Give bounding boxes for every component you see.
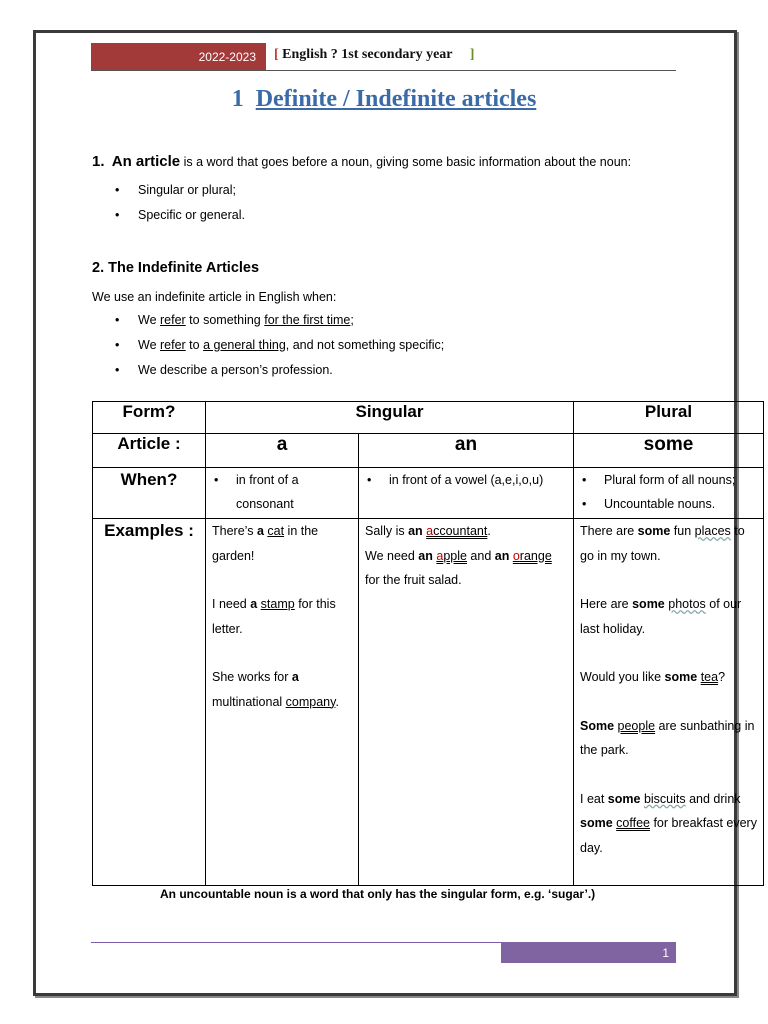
article-an: an — [359, 434, 574, 468]
article-some: some — [574, 434, 764, 468]
page-number: 1 — [501, 942, 676, 963]
article-label: Article : — [93, 434, 206, 468]
section2-bullet: • We describe a person’s profession. — [138, 363, 333, 377]
plural-label: Plural — [574, 402, 764, 434]
examples-some: There are some fun places to go in my town. Here are some photos of our last holiday. Would you like some tea? Some people are sunbathing in the park. I eat some biscuits and drink some coffee for breakfast every day. — [574, 519, 764, 886]
when-some: • Plural form of all nouns; • Uncountable nouns. — [574, 468, 764, 519]
footnote: An uncountable noun is a word that only has the singular form, e.g. ‘sugar’.) — [160, 887, 596, 901]
document-title: 1 Definite / Indefinite articles — [231, 86, 537, 112]
when-label: When? — [93, 468, 206, 519]
articles-table — [92, 401, 764, 886]
section2-heading: 2. The Indefinite Articles — [92, 260, 260, 276]
when-an: • in front of a vowel (a,e,i,o,u) — [359, 468, 574, 519]
when-a: • in front of a consonant — [206, 468, 359, 519]
examples-a: There’s a cat in the garden! I need a stamp for this letter. She works for a multinational company. — [206, 519, 359, 886]
section1-bullet: • Singular or plural; — [138, 183, 236, 197]
page-header — [91, 43, 676, 71]
article-a: a — [206, 434, 359, 468]
section1-definition: 1. An article is a word that goes before a noun, giving some basic information about the noun: — [92, 153, 632, 170]
header-title: [ English ? 1st secondary year ] — [274, 47, 475, 62]
section2-bullet: • We refer to a general thing, and not something specific; — [138, 338, 444, 352]
singular-label: Singular — [206, 402, 574, 434]
header-year: 2022-2023 — [91, 43, 266, 70]
section2-bullet: • We refer to something for the first time; — [138, 313, 354, 327]
form-label: Form? — [93, 402, 206, 434]
examples-label: Examples : — [93, 519, 206, 886]
section1-bullet: • Specific or general. — [138, 208, 245, 222]
section2-intro: We use an indefinite article in English when: — [92, 290, 337, 304]
examples-an: Sally is an accountant. We need an apple and an orange for the fruit salad. — [359, 519, 574, 886]
